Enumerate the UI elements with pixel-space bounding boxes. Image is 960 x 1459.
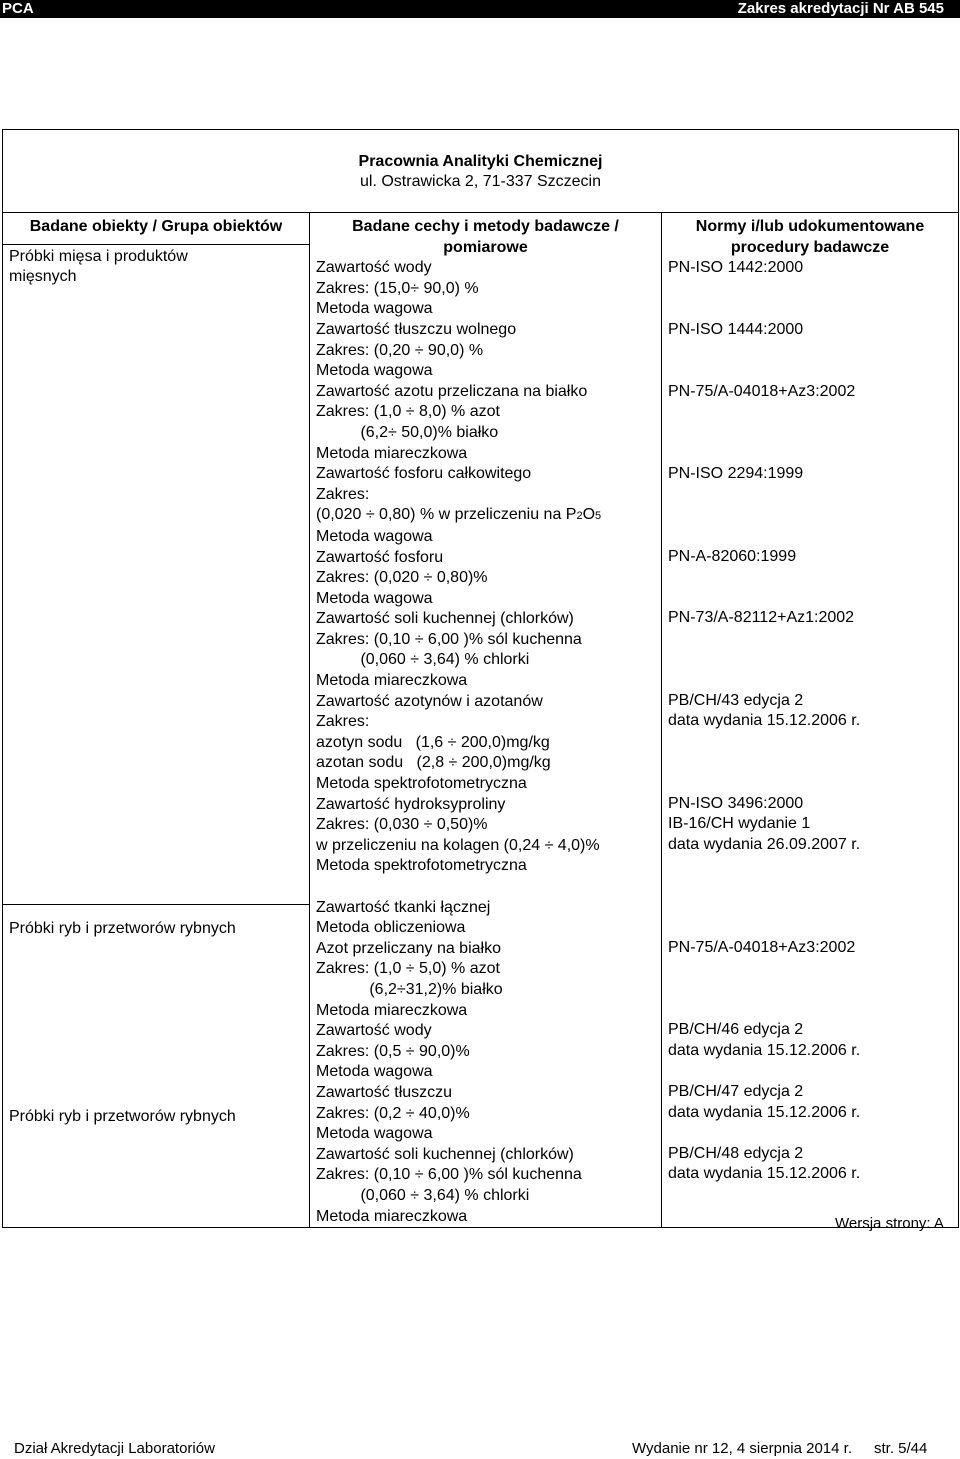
- test-line: [316, 877, 661, 898]
- norm-line: PN-ISO 1442:2000: [668, 259, 804, 277]
- norm-line: data wydania 15.12.2006 r.: [668, 1041, 861, 1059]
- norm-line: PB/CH/46 edycja 2: [668, 1021, 804, 1039]
- test-line: Zakres: (1,0 ÷ 8,0) % azot: [316, 403, 500, 421]
- test-line: Zakres: (0,10 ÷ 6,00 )% sól kuchenna: [316, 1166, 582, 1184]
- norm-line: [668, 567, 958, 588]
- test-line: Zakres:: [316, 485, 370, 503]
- footer-page: str. 5/44: [874, 1440, 928, 1457]
- norm-line: [668, 670, 958, 691]
- subscript-5: 5: [595, 510, 602, 523]
- subscript-2: 2: [576, 510, 583, 523]
- test-line: Metoda miareczkowa: [316, 444, 468, 462]
- norms-header-line1: Normy i/lub udokumentowane: [695, 218, 925, 235]
- tests-header-line1: Badane cechy i metody badawcze /: [352, 218, 619, 235]
- test-line: Metoda wagowa: [316, 1063, 433, 1081]
- norm-line: [668, 485, 958, 506]
- norm-line: [668, 526, 958, 547]
- test-line: azotan sodu (2,8 ÷ 200,0)mg/kg: [316, 754, 551, 772]
- test-line: (0,060 ÷ 3,64) % chlorki: [316, 1186, 530, 1204]
- norm-line: [668, 1123, 958, 1144]
- test-line: Metoda miareczkowa: [316, 1001, 468, 1019]
- footer-left: Dział Akredytacji Laboratoriów: [14, 1440, 215, 1457]
- test-line: Zakres: (0,030 ÷ 0,50)%: [316, 816, 488, 834]
- test-line: (6,2÷31,2)% białko: [316, 980, 503, 998]
- norms-header-line2: procedury badawcze: [730, 238, 890, 256]
- object-meat-line1: Próbki mięsa i produktów: [9, 247, 188, 265]
- objects-column-header: Badane obiekty / Grupa obiektów: [3, 213, 309, 245]
- norm-line: PN-75/A-04018+Az3:2002: [668, 382, 856, 400]
- object-fish-2: Próbki ryb i przetworów rybnych: [9, 1108, 236, 1126]
- test-line: (0,020 ÷ 0,80) % w przeliczeniu na P2O5: [316, 506, 602, 524]
- lab-header-cell: [3, 130, 959, 213]
- norm-line: [668, 649, 958, 670]
- norm-line: [668, 876, 958, 897]
- lab-address: ul. Ostrawicka 2, 71-337 Szczecin: [360, 173, 601, 190]
- test-line: Metoda wagowa: [316, 362, 433, 380]
- tests-header-line2: pomiarowe: [443, 238, 528, 256]
- norm-line: [668, 732, 958, 753]
- norm-line: PN-ISO 2294:1999: [668, 465, 804, 483]
- norm-line: PB/CH/47 edycja 2: [668, 1082, 804, 1100]
- test-line: Zawartość fosforu całkowitego: [316, 465, 532, 483]
- norm-line: [668, 1061, 958, 1082]
- test-line: Zawartość tłuszczu wolnego: [316, 320, 517, 338]
- test-line: w przeliczeniu na kolagen (0,24 ÷ 4,0)%: [316, 836, 600, 854]
- object-meat-line2: mięsnych: [9, 268, 77, 286]
- object-fish-1: Próbki ryb i przetworów rybnych: [9, 919, 236, 937]
- test-line: Zakres:: [316, 713, 370, 731]
- norm-line: [668, 361, 958, 382]
- test-line: Zawartość tłuszczu: [316, 1083, 453, 1101]
- test-line: azotyn sodu (1,6 ÷ 200,0)mg/kg: [316, 733, 550, 751]
- norm-line: [668, 341, 958, 362]
- norm-line: [668, 279, 958, 300]
- norm-line: [668, 588, 958, 609]
- norm-line: [668, 299, 958, 320]
- test-line: Zawartość azotynów i azotanów: [316, 692, 543, 710]
- test-line: Metoda miareczkowa: [316, 672, 468, 690]
- test-line: (6,2÷ 50,0)% białko: [316, 423, 499, 441]
- test-line: (0,060 ÷ 3,64) % chlorki: [316, 651, 530, 669]
- test-line: Zawartość fosforu: [316, 548, 444, 566]
- norm-line: [668, 1000, 958, 1021]
- norm-line: PN-ISO 3496:2000: [668, 794, 804, 812]
- norm-line: PB/CH/43 edycja 2: [668, 691, 804, 709]
- test-line: Metoda wagowa: [316, 300, 433, 318]
- test-line: Zakres: (0,2 ÷ 40,0)%: [316, 1104, 470, 1122]
- test-line: Zawartość soli kuchennej (chlorków): [316, 610, 574, 628]
- oxygen-symbol: O: [582, 506, 596, 524]
- test-line: Zakres: (0,20 ÷ 90,0) %: [316, 341, 484, 359]
- norm-line: [668, 423, 958, 444]
- norm-line: [668, 855, 958, 876]
- test-line: Zawartość wody: [316, 1022, 432, 1040]
- norm-line: [668, 629, 958, 650]
- footer-edition: Wydanie nr 12, 4 sierpnia 2014 r.: [632, 1440, 852, 1457]
- tests-list: [316, 258, 661, 1227]
- norm-line: [668, 897, 958, 918]
- norm-line: data wydania 15.12.2006 r.: [668, 712, 861, 730]
- lab-name: Pracownia Analityki Chemicznej: [358, 153, 603, 170]
- norm-line: [668, 979, 958, 1000]
- test-line: Metoda spektrofotometryczna: [316, 857, 527, 875]
- norms-column: [662, 213, 959, 1228]
- norm-line: [668, 958, 958, 979]
- norm-line: data wydania 15.12.2006 r.: [668, 1103, 861, 1121]
- norm-line: PN-75/A-04018+Az3:2002: [668, 938, 856, 956]
- tests-column: [310, 213, 662, 1228]
- norm-line: data wydania 26.09.2007 r.: [668, 835, 861, 853]
- header-right: Zakres akredytacji Nr AB 545: [737, 0, 944, 17]
- norm-line: [668, 402, 958, 423]
- test-line: Azot przeliczany na białko: [316, 939, 501, 957]
- objects-column: [3, 213, 310, 1228]
- test-line: Metoda wagowa: [316, 589, 433, 607]
- norm-line: [668, 773, 958, 794]
- test-line: Zakres: (0,5 ÷ 90,0)%: [316, 1042, 470, 1060]
- test-line: Zakres: (15,0÷ 90,0) %: [316, 279, 479, 297]
- norm-line: PN-A-82060:1999: [668, 547, 797, 565]
- norm-line: PN-ISO 1444:2000: [668, 320, 804, 338]
- test-line: Zawartość hydroksyproliny: [316, 795, 506, 813]
- test-line: Zakres: (0,020 ÷ 0,80)%: [316, 569, 488, 587]
- test-line: Metoda spektrofotometryczna: [316, 775, 527, 793]
- test-line: Zawartość azotu przeliczana na białko: [316, 382, 588, 400]
- page-version: Wersja strony: A: [835, 1215, 944, 1232]
- test-line: Metoda wagowa: [316, 527, 433, 545]
- norm-line: data wydania 15.12.2006 r.: [668, 1165, 861, 1183]
- test-line: Zawartość wody: [316, 259, 432, 277]
- accreditation-table: [2, 129, 959, 1228]
- norm-line: IB-16/CH wydanie 1: [668, 815, 811, 833]
- test-line: Zawartość soli kuchennej (chlorków): [316, 1145, 574, 1163]
- header-left: PCA: [2, 0, 34, 17]
- page-header-bar: [0, 0, 960, 18]
- test-line: Metoda miareczkowa: [316, 1207, 468, 1225]
- norm-line: [668, 752, 958, 773]
- norms-list: [668, 258, 958, 1185]
- test-line: Zakres: (0,10 ÷ 6,00 )% sól kuchenna: [316, 630, 582, 648]
- test-line: Zakres: (1,0 ÷ 5,0) % azot: [316, 960, 500, 978]
- norm-line: [668, 444, 958, 465]
- test-line: Metoda obliczeniowa: [316, 919, 466, 937]
- norm-line: PN-73/A-82112+Az1:2002: [668, 609, 855, 627]
- norm-line: PB/CH/48 edycja 2: [668, 1144, 804, 1162]
- test-line: Metoda wagowa: [316, 1125, 433, 1143]
- norm-line: [668, 505, 958, 526]
- test-line: Zawartość tkanki łącznej: [316, 898, 491, 916]
- norm-line: [668, 917, 958, 938]
